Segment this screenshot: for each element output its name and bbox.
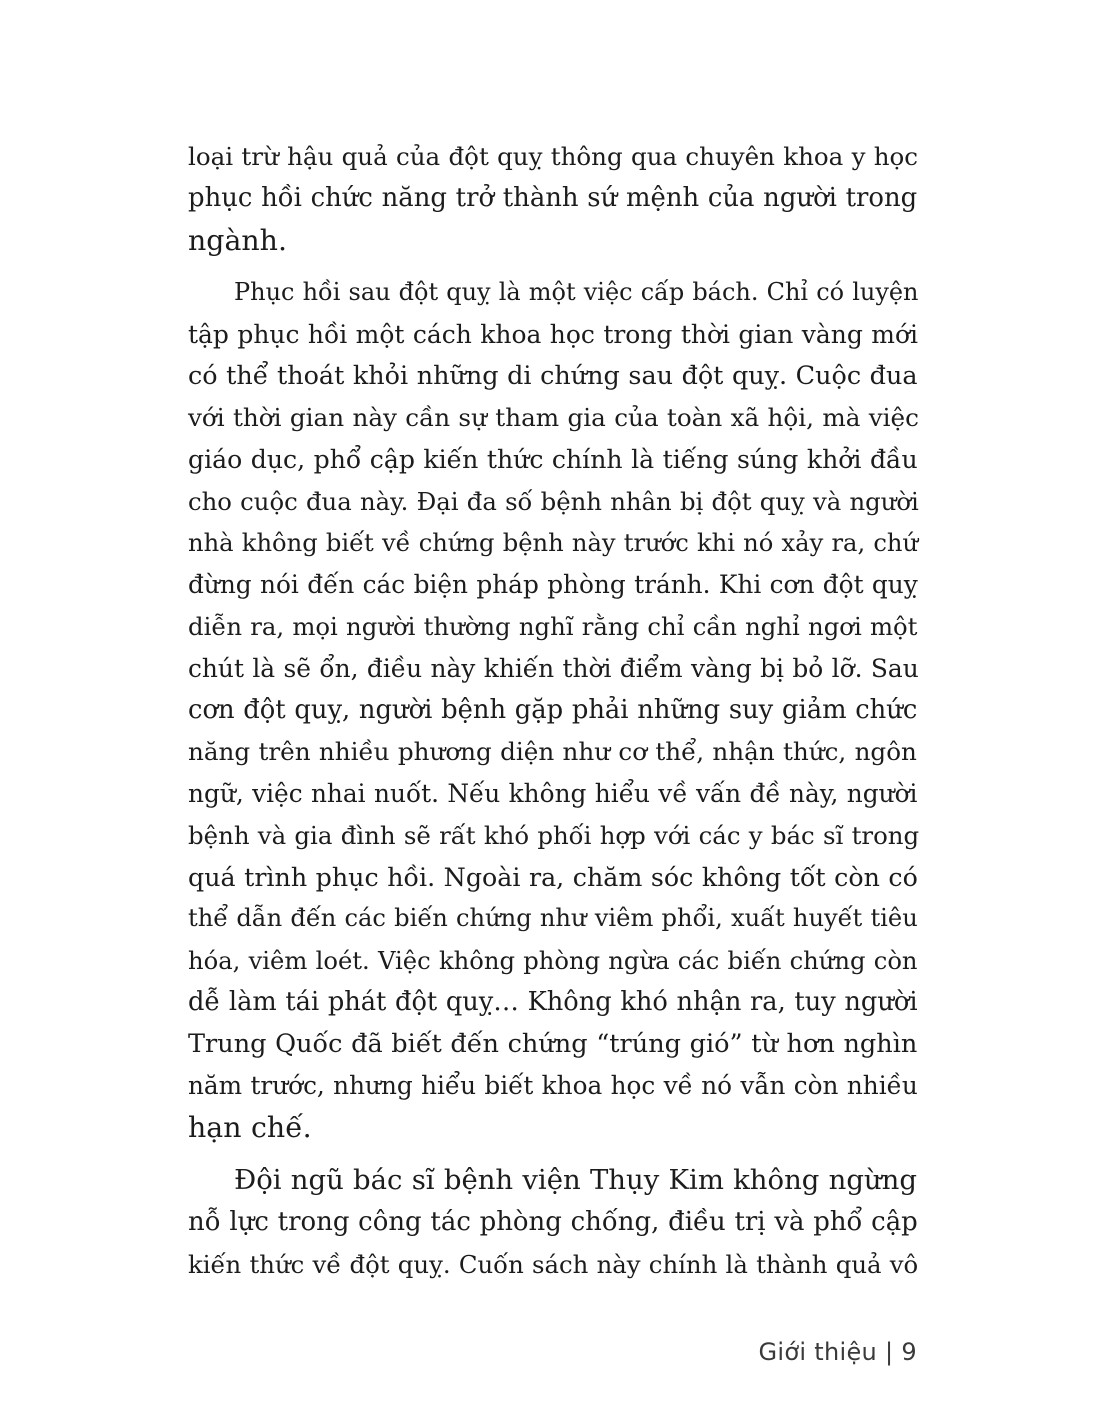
paragraph-1 [188, 136, 919, 261]
text-line: kiến thức về đột quỵ. Cuốn sách này chính là thành quả vô [188, 1249, 919, 1279]
text-line: ngữ, việc nhai nuốt. Nếu không hiểu về vấn đề này, người [188, 779, 918, 808]
text-line: loại trừ hậu quả của đột quỵ thông qua chuyên khoa y học [188, 142, 919, 171]
text-line: năm trước, nhưng hiểu biết khoa học về nó vẫn còn nhiều [188, 1071, 918, 1101]
text-line: quá trình phục hồi. Ngoài ra, chăm sóc không tốt còn có [188, 861, 918, 892]
page-number: 9 [901, 1338, 917, 1366]
text-line: đừng nói đến các biện pháp phòng tránh. Khi cơn đột quỵ [188, 570, 918, 600]
text-line: chút là sẽ ổn, điều này khiến thời điểm vàng bị bỏ lỡ. Sau [188, 653, 919, 683]
section-title: Giới thiệu [758, 1338, 878, 1366]
text-line: cơn đột quỵ, người bệnh gặp phải những suy giảm chức [188, 694, 918, 725]
text-line: hạn chế. [188, 1111, 312, 1144]
text-line: tập phục hồi một cách khoa học trong thời gian vàng mới [188, 319, 918, 349]
text-line: Đội ngũ bác sĩ bệnh viện Thụy Kim không ngừng [234, 1164, 917, 1196]
text-line: hóa, viêm loét. Việc không phòng ngừa các biến chứng còn [188, 946, 918, 975]
page-footer [759, 1338, 917, 1366]
paragraph-3 [188, 1160, 919, 1285]
paragraph-2 [188, 272, 920, 1149]
text-line: nỗ lực trong công tác phòng chống, điều trị và phổ cập [188, 1206, 918, 1237]
text-line: với thời gian này cần sự tham gia của toàn xã hội, mà việc [188, 403, 919, 433]
text-line: có thể thoát khỏi những di chứng sau đột quỵ. Cuộc đua [188, 360, 918, 391]
text-line: thể dẫn đến các biến chứng như viêm phổi, xuất huyết tiêu [188, 904, 918, 933]
text-line: Phục hồi sau đột quỵ là một việc cấp bách. Chỉ có luyện [234, 278, 919, 306]
text-line: ngành. [188, 223, 287, 257]
text-line: giáo dục, phổ cập kiến thức chính là tiếng súng khởi đầu [188, 445, 918, 474]
text-line: nhà không biết về chứng bệnh này trước khi nó xảy ra, chứ [188, 528, 919, 557]
footer-separator: | [885, 1338, 894, 1366]
text-line: diễn ra, mọi người thường nghĩ rằng chỉ cần nghỉ ngơi một [188, 612, 918, 641]
text-line: dễ làm tái phát đột quỵ… Không khó nhận ra, tuy người [188, 986, 918, 1017]
text-line: Trung Quốc đã biết đến chứng “trúng gió” từ hơn nghìn [188, 1028, 918, 1059]
text-line: phục hồi chức năng trở thành sứ mệnh của người trong [188, 182, 918, 213]
text-line: cho cuộc đua này. Đại đa số bệnh nhân bị đột quỵ và người [188, 486, 919, 516]
text-line: năng trên nhiều phương diện như cơ thể, nhận thức, ngôn [188, 737, 917, 767]
text-line: bệnh và gia đình sẽ rất khó phối hợp với các y bác sĩ trong [188, 820, 920, 850]
